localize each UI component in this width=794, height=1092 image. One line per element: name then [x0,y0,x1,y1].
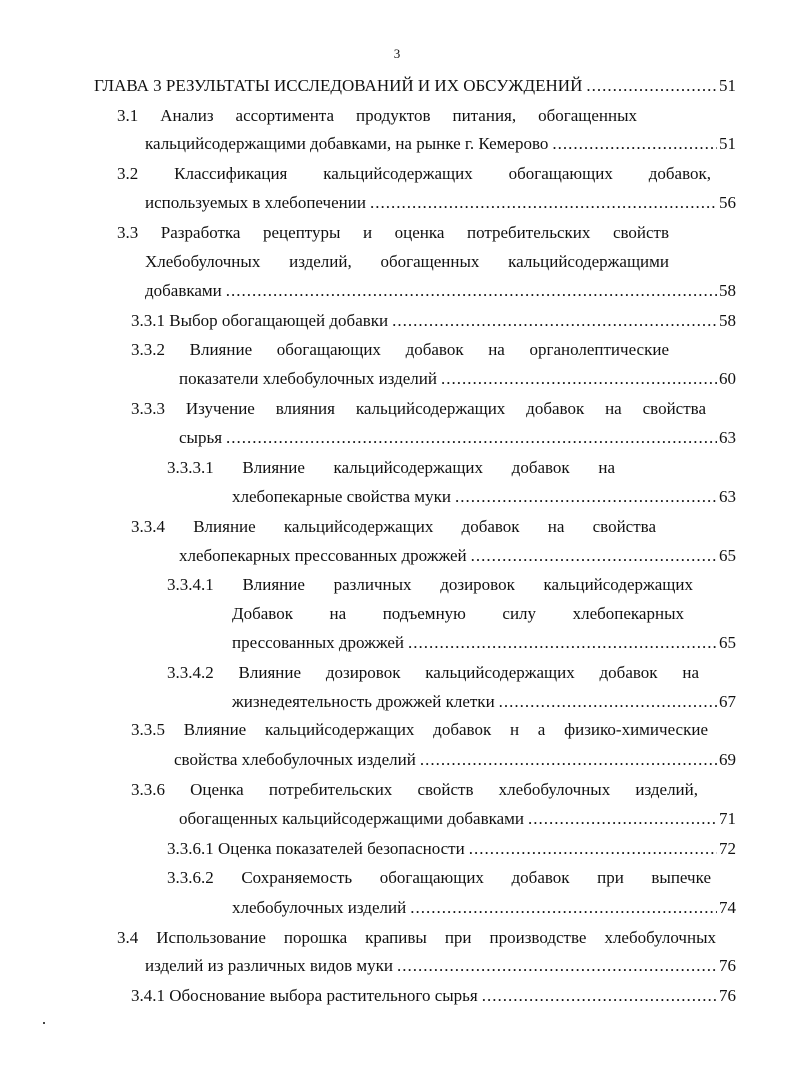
toc-page: 72 [719,839,736,858]
toc-3-3-1[interactable] [131,311,736,331]
toc-page: 63 [719,487,736,506]
toc-entry-text: 3.3.6.1 Оценка показателей безопасности [167,839,465,858]
toc-page: 65 [719,546,736,565]
toc-3-3-4-line2[interactable] [179,546,736,566]
toc-3-1-line1[interactable]: 3.1 Анализ ассортимента продуктов питания, обогащенных [117,106,637,125]
toc-page: 58 [719,281,736,300]
toc-entry-text: свойства хлебобулочных изделий [174,750,416,769]
toc-3-3-6-2-line1[interactable]: 3.3.6.2 Сохраняемость обогащающих добавок при выпечке [167,868,711,887]
toc-entry-text: 3.4.1 Обоснование выбора растительного сырья [131,986,478,1005]
toc-entry-text: жизнедеятельность дрожжей клетки [232,692,495,711]
toc-page: 76 [719,986,736,1005]
toc-page: 76 [719,956,736,975]
toc-entry-text: хлебопекарных прессованных дрожжей [179,546,467,565]
toc-3-3-4-2-line2[interactable] [232,692,736,712]
toc-3-3-line3[interactable] [145,281,736,301]
toc-3-3-6-line1[interactable]: 3.3.6 Оценка потребительских свойств хлебобулочных изделий, [131,780,698,799]
toc-3-4-1[interactable] [131,986,736,1006]
toc-page: 60 [719,369,736,388]
toc-chapter[interactable] [94,76,736,96]
scan-speck [43,1022,45,1024]
toc-3-1-line2[interactable] [145,134,736,154]
toc-entry-text: показатели хлебобулочных изделий [179,369,437,388]
toc-3-3-4-1-line1[interactable]: 3.3.4.1 Влияние различных дозировок кальцийсодержащих [167,575,693,594]
toc-3-3-5-line2[interactable] [174,750,736,770]
toc-page: 58 [719,311,736,330]
toc-3-3-4-2-line1[interactable]: 3.3.4.2 Влияние дозировок кальцийсодержащих добавок на [167,663,699,682]
toc-3-3-6-2-line2[interactable] [232,898,736,918]
toc-3-3-2-line2[interactable] [179,369,736,389]
toc-page: 67 [719,692,736,711]
toc-3-3-line1[interactable]: 3.3 Разработка рецептуры и оценка потребительских свойств [117,223,669,242]
toc-entry-text: кальцийсодержащими добавками, на рынке г. Кемерово [145,134,549,153]
toc-page: 74 [719,898,736,917]
toc-chapter-title: ГЛАВА 3 РЕЗУЛЬТАТЫ ИССЛЕДОВАНИЙ И ИХ ОБСУЖДЕНИЙ [94,76,583,95]
toc-3-3-4-1-line3[interactable] [232,633,736,653]
page-number: 3 [393,46,401,61]
toc-entry-text: хлебобулочных изделий [232,898,407,917]
toc-entry-text: сырья [179,428,223,447]
toc-3-3-4-line1[interactable]: 3.3.4 Влияние кальцийсодержащих добавок на свойства [131,517,656,536]
toc-page: 65 [719,633,736,652]
toc-3-3-3-line1[interactable]: 3.3.3 Изучение влияния кальцийсодержащих добавок на свойства [131,399,706,418]
toc-3-3-6-1[interactable] [167,839,736,859]
toc-entry-text: добавками [145,281,222,300]
toc-page: 63 [719,428,736,447]
toc-entry-text: обогащенных кальцийсодержащими добавками [179,809,525,828]
toc-entry-text: 3.3.1 Выбор обогащающей добавки [131,311,389,330]
toc-entry-text: хлебопекарные свойства муки [232,487,451,506]
toc-page: 56 [719,193,736,212]
toc-3-3-3-1-line2[interactable] [232,487,736,507]
toc-page: 71 [719,809,736,828]
toc-entry-text: используемых в хлебопечении [145,193,366,212]
toc-page: 69 [719,750,736,769]
toc-page: 51 [719,134,736,153]
toc-3-3-3-1-line1[interactable]: 3.3.3.1 Влияние кальцийсодержащих добавок на [167,458,615,477]
toc-3-3-line2[interactable]: Хлебобулочных изделий, обогащенных кальцийсодержащими [145,252,669,271]
toc-3-3-6-line2[interactable] [179,809,736,829]
toc-entry-text: прессованных дрожжей [232,633,405,652]
toc-3-3-4-1-line2[interactable]: Добавок на подъемную силу хлебопекарных [232,604,684,623]
toc-entry-text: изделий из различных видов муки [145,956,394,975]
toc-3-2-line1[interactable]: 3.2 Классификация кальцийсодержащих обогащающих добавок, [117,164,711,183]
toc-3-3-3-line2[interactable] [179,428,736,448]
toc-3-3-2-line1[interactable]: 3.3.2 Влияние обогащающих добавок на органолептические [131,340,669,359]
toc-3-4-line1[interactable]: 3.4 Использование порошка крапивы при производстве хлебобулочных [117,928,716,947]
toc-page: 51 [719,76,736,95]
toc-3-4-line2[interactable] [145,956,736,976]
toc-3-3-5-line1[interactable]: 3.3.5 Влияние кальцийсодержащих добавок н а физико-химические [131,720,708,739]
toc-3-2-line2[interactable] [145,193,736,213]
